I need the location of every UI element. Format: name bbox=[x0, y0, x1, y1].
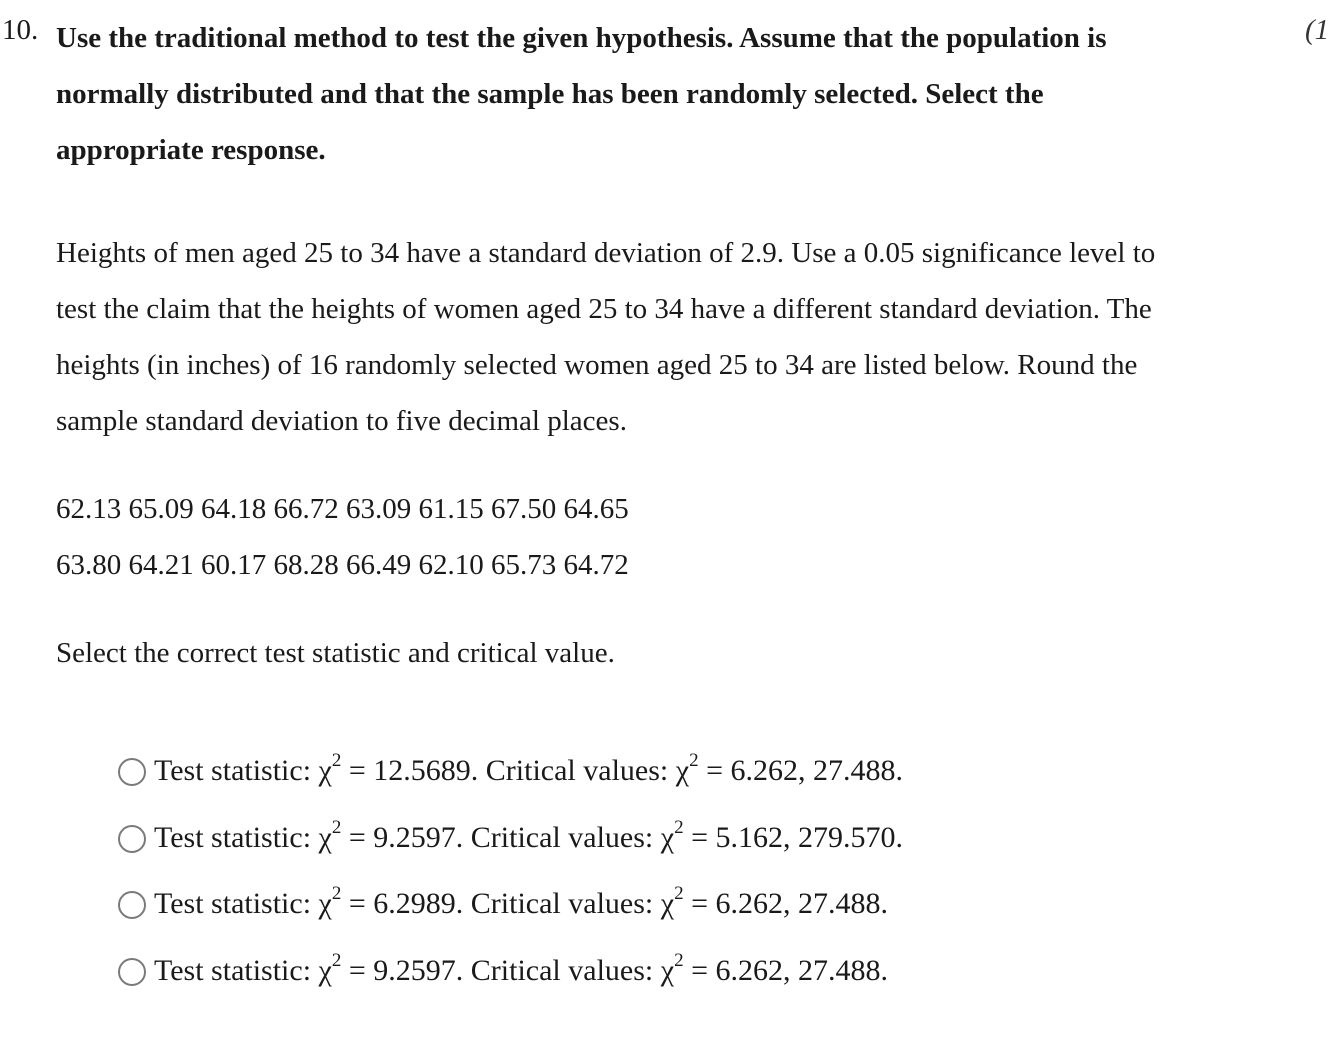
answer-option[interactable] bbox=[118, 871, 903, 938]
radio-button[interactable] bbox=[118, 758, 146, 786]
radio-button[interactable] bbox=[118, 825, 146, 853]
option-text: Test statistic: $\chi^2 = 9.2597$. Critical values: $\chi^2 = 5.162$, 279.570. bbox=[154, 816, 903, 854]
prompt-line: test the claim that the heights of women aged 25 to 34 have a different standard deviation. The bbox=[56, 293, 1152, 325]
question-instruction bbox=[56, 10, 1256, 178]
answer-options bbox=[118, 738, 903, 1004]
prompt-line: Heights of men aged 25 to 34 have a standard deviation of 2.9. Use a 0.05 significance level to bbox=[56, 237, 1156, 269]
question-prompt bbox=[56, 225, 1155, 449]
radio-button[interactable] bbox=[118, 891, 146, 919]
sample-data bbox=[56, 481, 629, 593]
prompt-line: heights (in inches) of 16 randomly selected women aged 25 to 34 are listed below. Round the bbox=[56, 349, 1138, 381]
question-points: (1 bbox=[1305, 14, 1330, 46]
instruction-line: normally distributed and that the sample has been randomly selected. Select the bbox=[56, 78, 1044, 110]
answer-option[interactable] bbox=[118, 805, 903, 872]
question-number: 10. bbox=[2, 14, 39, 46]
instruction-line: appropriate response. bbox=[56, 134, 326, 166]
option-text: Test statistic: $\chi^2 = 12.5689$. Critical values: $\chi^2 = 6.262$, 27.488. bbox=[154, 750, 903, 788]
data-line: 63.80 64.21 60.17 68.28 66.49 62.10 65.73 64.72 bbox=[56, 549, 629, 581]
prompt-line: sample standard deviation to five decimal places. bbox=[56, 405, 627, 437]
select-prompt: Select the correct test statistic and critical value. bbox=[56, 637, 615, 669]
answer-option[interactable] bbox=[118, 738, 903, 805]
radio-button[interactable] bbox=[118, 958, 146, 986]
instruction-line: Use the traditional method to test the given hypothesis. Assume that the population is bbox=[56, 22, 1107, 54]
option-text: Test statistic: $\chi^2 = 9.2597$. Critical values: $\chi^2 = 6.262$, 27.488. bbox=[154, 950, 888, 988]
data-line: 62.13 65.09 64.18 66.72 63.09 61.15 67.50 64.65 bbox=[56, 493, 629, 525]
option-text: Test statistic: $\chi^2 = 6.2989$. Critical values: $\chi^2 = 6.262$, 27.488. bbox=[154, 883, 888, 921]
answer-option[interactable] bbox=[118, 938, 903, 1005]
